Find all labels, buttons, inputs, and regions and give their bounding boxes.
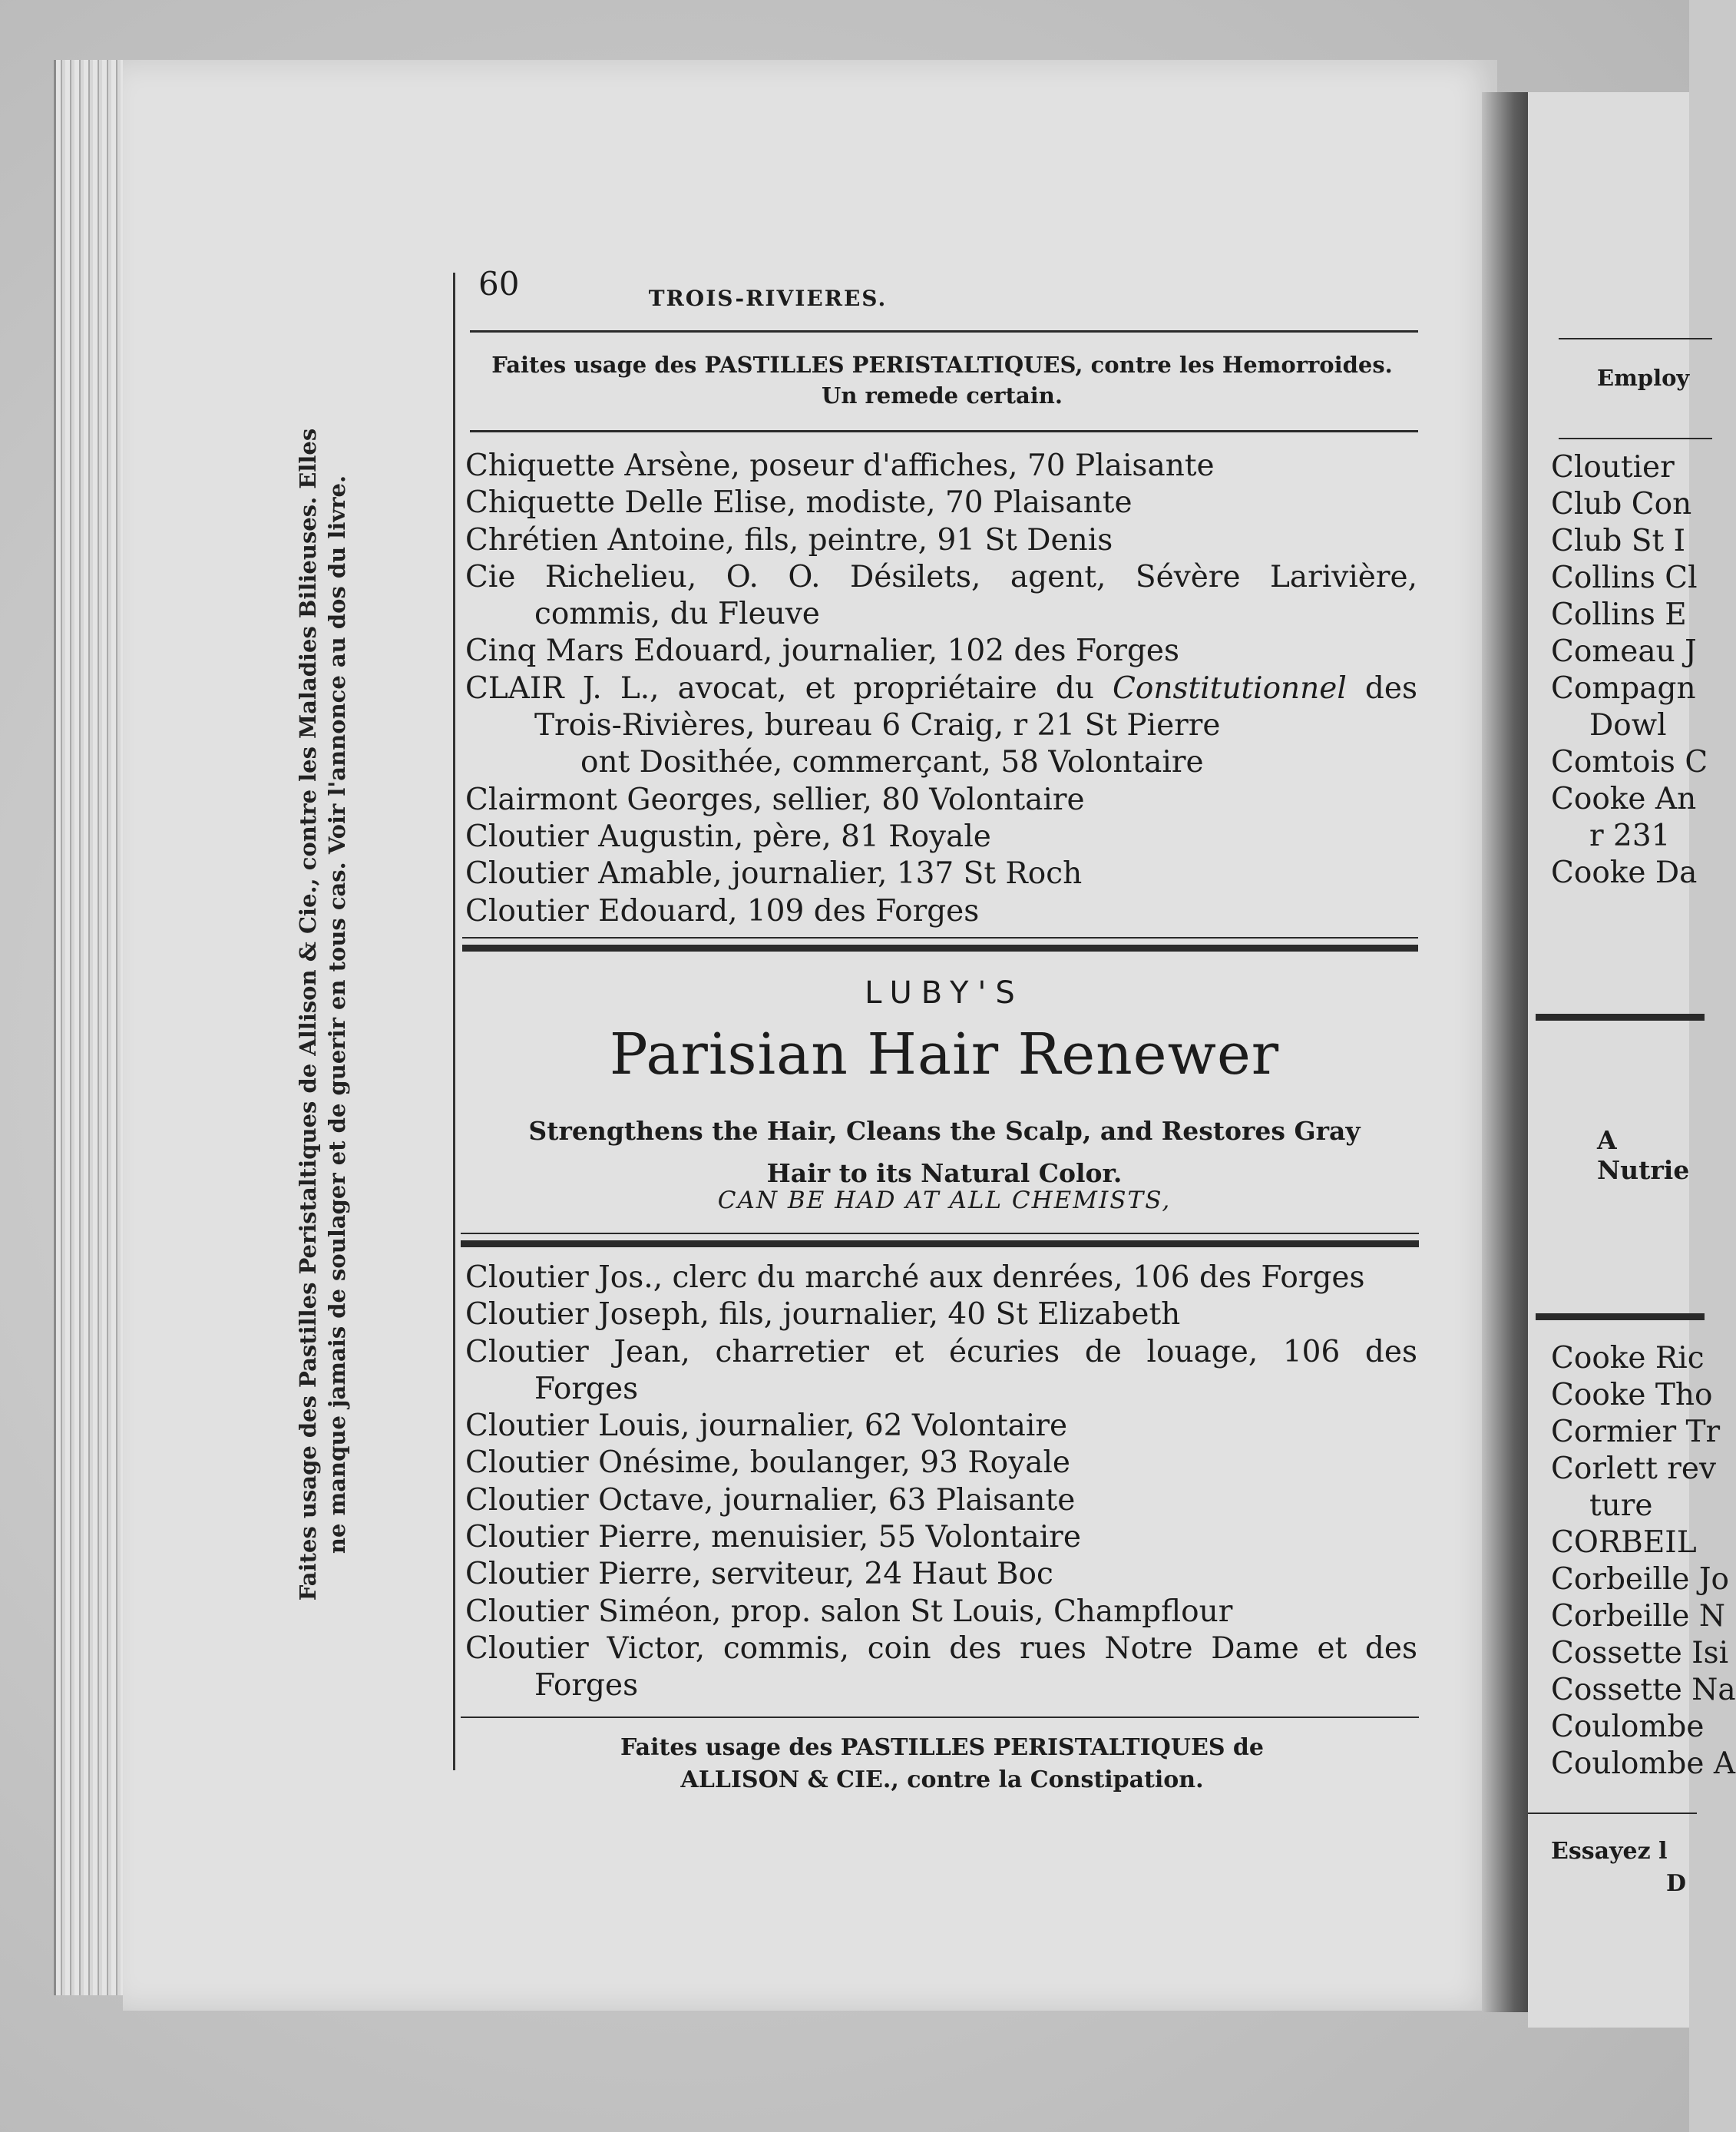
luby-desc-line-2: Hair to its Natural Color. (766, 1158, 1123, 1188)
list-item (465, 1482, 1417, 1519)
right-page-line: Cormier Tr (1551, 1415, 1721, 1449)
list-item (465, 782, 1417, 819)
book-page-edges (54, 60, 133, 1995)
luby-availability: CAN BE HAD AT ALL CHEMISTS, (717, 1187, 1172, 1214)
right-page-line: Cooke Tho (1551, 1378, 1713, 1412)
header-rule (470, 330, 1418, 333)
entry-text: Cloutier Jos., clerc du marché aux denrées, 106 des Forges (465, 1260, 1365, 1295)
entry-text: Cloutier Louis, journalier, 62 Volontaire (465, 1409, 1068, 1444)
list-item (465, 1556, 1417, 1593)
page-number: 60 (478, 265, 520, 303)
luby-rule-thick-bottom (461, 1240, 1419, 1247)
right-page-line: Corbeille N (1551, 1599, 1726, 1634)
entry-text: Cloutier Pierre, menuisier, 55 Volontaire (465, 1520, 1081, 1555)
margin-ad-line-2: ne manque jamais de soulager et de guerir en tous cas. Voir l'annonce au dos du livre. (324, 475, 350, 1554)
entry-text: Chrétien Antoine, fils, peintre, 91 St Denis (465, 522, 1113, 558)
right-page-line: CORBEIL (1551, 1525, 1697, 1560)
list-item (465, 1408, 1417, 1445)
entry-text: Cloutier Jean, charretier et écuries de louage, 106 des (465, 1334, 1417, 1369)
entry-text-pre: CLAIR J. L., avocat, et propriétaire du (465, 670, 1113, 706)
right-page-line: Coulombe (1551, 1710, 1705, 1744)
entry-text: Chiquette Arsène, poseur d'affiches, 70 Plaisante (465, 449, 1215, 483)
right-page-line: Cooke Ric (1551, 1341, 1705, 1376)
list-item (465, 522, 1417, 559)
entry-text: Cloutier Amable, journalier, 137 St Roch (465, 856, 1083, 892)
right-bottom-line-2: D (1666, 1870, 1687, 1897)
entry-newspaper-title: Constitutionnel (1113, 670, 1347, 706)
entry-text-post: des (1346, 670, 1417, 706)
top-ad-line-1: Faites usage des PASTILLES PERISTALTIQUES, contre les Hemorroides. (491, 352, 1393, 378)
right-page-line: r 231 (1589, 819, 1671, 853)
luby-description (461, 1110, 1428, 1194)
right-page-line: Cooke Da (1551, 856, 1698, 890)
right-page-line: Corbeille Jo (1551, 1562, 1730, 1597)
luby-rule-thin-bottom (461, 1233, 1419, 1234)
entry-continuation: Trois-Rivières, bureau 6 Craig, r 21 St Pierre (534, 708, 1221, 743)
directory-listings-a (465, 448, 1417, 930)
entry-text: Cie Richelieu, O. O. Désilets, agent, Sévère Larivière, (465, 559, 1417, 594)
luby-brand: LUBY'S (865, 975, 1024, 1011)
right-page-line: Comeau J (1551, 634, 1697, 669)
right-page-line: Club St I (1551, 524, 1685, 558)
list-item (465, 670, 1417, 745)
list-item (465, 893, 1417, 930)
right-rule-2 (1559, 438, 1712, 439)
right-page-bottom-ad (1551, 1836, 1686, 1900)
right-page-line: Collins E (1551, 598, 1687, 632)
list-item (465, 633, 1417, 670)
list-item (465, 1519, 1417, 1556)
entry-text: Cloutier Victor, commis, coin des rues Notre Dame et des (465, 1630, 1417, 1666)
luby-title: Parisian Hair Renewer (609, 1021, 1280, 1088)
right-page-ad-text: A Nutrie (1597, 1125, 1690, 1185)
luby-rule-thick-top (462, 945, 1418, 952)
right-page-line: ture (1589, 1488, 1653, 1523)
list-item (465, 1260, 1417, 1296)
bottom-advertisement (470, 1732, 1414, 1796)
bottom-ad-line-2: ALLISON & CIE., contre la Constipation. (680, 1766, 1204, 1793)
right-bottom-line-1: Essayez l (1551, 1838, 1668, 1865)
list-item (465, 448, 1417, 485)
top-advertisement (470, 349, 1414, 411)
entry-text: Clairmont Georges, sellier, 80 Volontaire (465, 782, 1085, 817)
top-ad-rule (470, 430, 1418, 432)
list-item (465, 1445, 1417, 1481)
entry-continuation: Forges (534, 1668, 639, 1703)
entry-text (465, 670, 1417, 707)
entry-text: Cloutier Augustin, père, 81 Royale (465, 819, 991, 854)
right-rule-top (1559, 338, 1712, 339)
entry-continuation: commis, du Fleuve (534, 597, 820, 632)
right-rule-3 (1536, 1014, 1705, 1021)
right-page-line: Cossette Na (1551, 1673, 1736, 1707)
right-page-line: Club Con (1551, 487, 1692, 521)
right-page-line: Collins Cl (1551, 561, 1698, 595)
entry-text: Cinq Mars Edouard, journalier, 102 des Forges (465, 634, 1180, 669)
entry-continuation: Forges (534, 1371, 639, 1406)
right-page-line: Corlett rev (1551, 1452, 1717, 1486)
entry-text: Cloutier Edouard, 109 des Forges (465, 893, 980, 929)
entry-continuation: ont Dosithée, commerçant, 58 Volontaire (580, 745, 1204, 780)
list-item (465, 1594, 1417, 1630)
list-item (465, 1630, 1417, 1705)
margin-rule (453, 273, 455, 1770)
entry-text: Cloutier Onésime, boulanger, 93 Royale (465, 1445, 1070, 1481)
list-item (465, 559, 1417, 634)
entry-text: Chiquette Delle Elise, modiste, 70 Plaisante (465, 485, 1133, 521)
margin-ad-line-1: Faites usage des Pastilles Peristaltiques de Allison & Cie., contre les Maladies Bilieuses. Elles (295, 428, 321, 1601)
right-page-head: Employ (1597, 365, 1690, 391)
right-page-line: Comtois C (1551, 745, 1708, 780)
right-page-line: Dowl (1589, 708, 1667, 743)
right-page-line: Cossette Isi (1551, 1636, 1729, 1670)
right-page-line: Cooke An (1551, 782, 1697, 816)
top-ad-line-2: Un remede certain. (822, 382, 1063, 409)
list-item (465, 485, 1417, 521)
right-page-line: Coulombe A (1551, 1746, 1735, 1781)
running-head: TROIS-RIVIERES. (648, 286, 888, 311)
right-rule-5 (1528, 1813, 1697, 1814)
entry-text: Cloutier Siméon, prop. salon St Louis, Champflour (465, 1594, 1233, 1629)
right-page (1528, 92, 1736, 2028)
list-item (465, 819, 1417, 856)
entry-text: Cloutier Pierre, serviteur, 24 Haut Boc (465, 1557, 1053, 1592)
entry-text: Cloutier Octave, journalier, 63 Plaisante (465, 1482, 1076, 1518)
list-item (465, 1334, 1417, 1409)
bottom-ad-rule (461, 1717, 1419, 1718)
list-item (465, 744, 1417, 781)
list-item (465, 856, 1417, 892)
directory-listings-b (465, 1260, 1417, 1705)
right-page-line: Cloutier (1551, 450, 1675, 485)
luby-rule-thin-top (462, 937, 1418, 939)
luby-desc-line-1: Strengthens the Hair, Cleans the Scalp, and Restores Gray (528, 1116, 1361, 1146)
list-item (465, 1296, 1417, 1333)
right-rule-4 (1536, 1313, 1705, 1320)
bottom-ad-line-1: Faites usage des PASTILLES PERISTALTIQUES de (620, 1734, 1264, 1761)
right-page-line: Compagn (1551, 671, 1696, 706)
entry-text: Cloutier Joseph, fils, journalier, 40 St Elizabeth (465, 1297, 1181, 1332)
